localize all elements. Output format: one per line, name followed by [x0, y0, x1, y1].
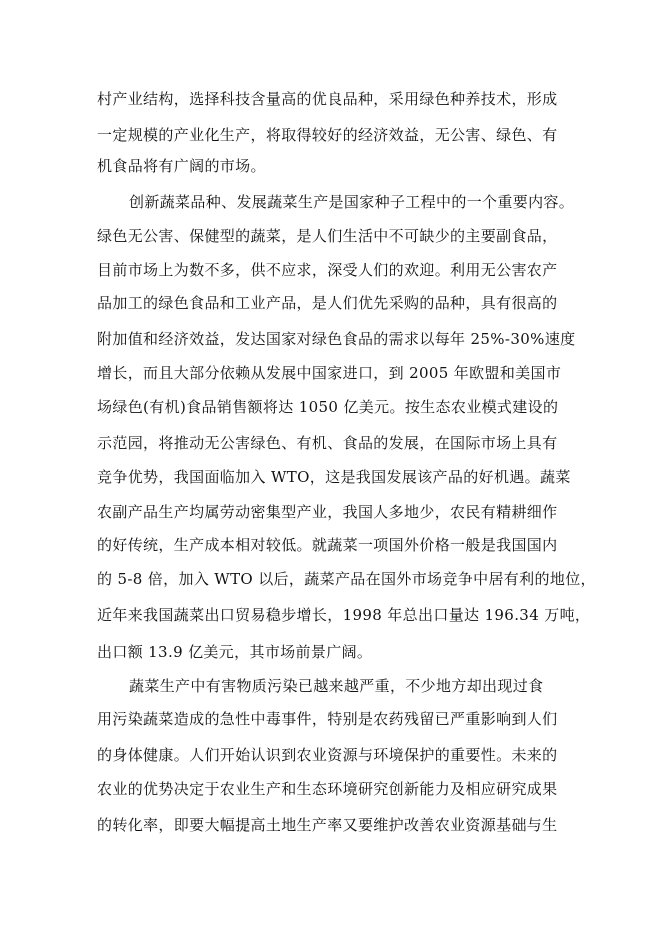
text-line: 出口额 13.9 亿美元，其市场前景广阔。 — [97, 643, 373, 661]
text-line: 绿色无公害、保健型的蔬菜，是人们生活中不可缺少的主要副食品， — [97, 227, 558, 245]
text-line: 一定规模的产业化生产，将取得较好的经济效益，无公害、绿色、有 — [97, 126, 558, 144]
text-line: 示范园，将推动无公害绿色、有机、食品的发展，在国际市场上具有 — [97, 434, 558, 452]
text-line: 目前市场上为数不多，供不应求，深受人们的欢迎。利用无公害农产 — [97, 261, 558, 279]
text-line: 附加值和经济效益，发达国家对绿色食品的需求以每年 25%-30%速度 — [97, 330, 576, 348]
text-line: 机食品将有广阔的市场。 — [97, 157, 266, 175]
text-line: 增长，而且大部分依赖从发展中国家进口，到 2005 年欧盟和美国市 — [97, 364, 562, 382]
text-line: 品加工的绿色食品和工业产品，是人们优先采购的品种，具有很高的 — [97, 294, 558, 312]
text-line: 农业的优势决定于农业生产和生态环境研究创新能力及相应研究成果 — [97, 780, 558, 798]
text-line: 农副产品生产均属劳动密集型产业，我国人多地少，农民有精耕细作 — [97, 503, 558, 521]
text-line: 用污染蔬菜造成的急性中毒事件，特别是农药残留已严重影响到人们 — [97, 710, 558, 728]
text-line: 的转化率，即要大幅提高土地生产率又要维护改善农业资源基础与生 — [97, 816, 558, 834]
text-line: 蔬菜生产中有害物质污染已越来越严重，不少地方却出现过食 — [129, 677, 544, 695]
text-line: 近年来我国蔬菜出口贸易稳步增长，1998 年总出口量达 196.34 万吨， — [97, 606, 591, 624]
text-line: 村产业结构，选择科技含量高的优良品种，采用绿色种养技术，形成 — [97, 90, 558, 108]
text-line: 的身体健康。人们开始认识到农业资源与环境保护的重要性。未来的 — [97, 746, 558, 764]
text-line: 竞争优势，我国面临加入 WTO，这是我国发展该产品的好机遇。蔬菜 — [97, 468, 571, 486]
text-line: 的好传统，生产成本相对较低。就蔬菜一项国外价格一般是我国国内 — [97, 536, 558, 554]
text-line: 场绿色(有机)食品销售额将达 1050 亿美元。按生态农业模式建设的 — [97, 398, 559, 416]
text-line: 的 5-8 倍，加入 WTO 以后，蔬菜产品在国外市场竞争中居有利的地位， — [97, 570, 596, 588]
text-line: 创新蔬菜品种、发展蔬菜生产是国家种子工程中的一个重要内容。 — [129, 193, 575, 211]
